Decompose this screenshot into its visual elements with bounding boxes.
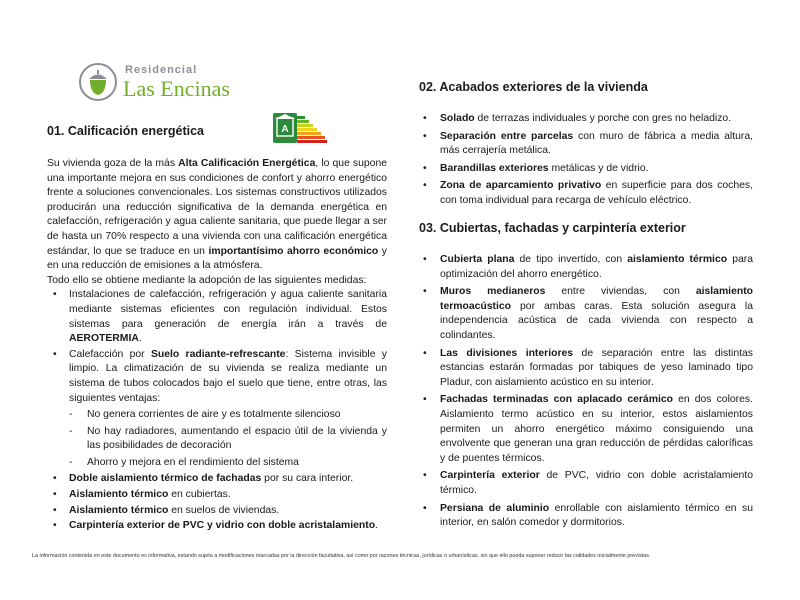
acorn-logo-icon xyxy=(78,62,118,102)
bold-text: Carpintería exterior de PVC y vidrio con doble acristalamiento xyxy=(69,520,376,532)
text-run: con muro de fábrica a media altura, más cerrajería metálica. xyxy=(440,130,753,157)
text-run: entre viviendas, con xyxy=(545,286,696,298)
bold-text: Separación entre parcelas xyxy=(440,130,574,142)
text-run: : Sistema invisible y limpio. La climatización de su vivienda se realiza mediante un sistema de tubos colocados bajo el suelo que tiene, entre otras, las siguientes ventajas: xyxy=(69,348,387,404)
bold-text: Cubierta plana xyxy=(440,254,515,265)
section-2-list-wrap xyxy=(419,112,753,212)
bold-text: importantísimo ahorro económico xyxy=(208,245,379,257)
bold-text: Alta Calificación Energética xyxy=(178,158,316,169)
bold-text: Aislamiento térmico xyxy=(69,489,169,501)
text-run: por su cara interior. xyxy=(261,473,354,485)
text-run: en superficie para dos coches, con toma individual para recarga de vehículo eléctrico. xyxy=(440,180,753,206)
roof-facade-item xyxy=(419,347,753,391)
intro-paragraph xyxy=(47,157,387,274)
advantage-item: - No hay radiadores, aumentando el espacio útil de la vivienda y las posibilidades de decoración xyxy=(69,425,387,454)
measure-item xyxy=(47,472,387,487)
text-run: Calefacción por xyxy=(69,348,151,360)
exterior-finish-item xyxy=(419,179,753,208)
text-run: Instalaciones de calefacción, refrigeración y agua caliente sanitaria mediante sistemas eficientes con regulación individual. Estos sistemas para generación de energía irán a través de xyxy=(69,289,387,330)
roofs-facades-list xyxy=(419,253,753,531)
section-1-title: 01. Calificación energética xyxy=(47,124,205,138)
advantage-item: - No genera corrientes de aire y es totalmente silencioso xyxy=(69,408,387,423)
roof-facade-item xyxy=(419,502,753,531)
text-run: metálicas y de vidrio. xyxy=(548,162,649,174)
bold-text: AEROTERMIA xyxy=(69,333,139,345)
text-run: en dos colores. Aislamiento termo acústico en su interior, estos aislamientos permiten un ahorro energético máximo consiguiendo una envolvente que generan una gran reducción de pérdidas caloríficas y de puentes térmicos. xyxy=(440,394,753,464)
text-run: de PVC, vidrio con doble acristalamiento térmico. xyxy=(440,470,753,496)
exterior-finishes-list xyxy=(419,112,753,209)
exterior-finish-item xyxy=(419,162,753,177)
roof-facade-item xyxy=(419,253,753,282)
text-run: y en una reducción de emisiones a la atmósfera. xyxy=(47,245,387,272)
roof-facade-item xyxy=(419,393,753,466)
exterior-finish-item xyxy=(419,112,753,127)
legal-disclaimer: La información contenida en este documento es informativa, estando sujeta a modificaciones marcadas por la dirección facultativa, así como por razones técnicas, jurídicas o urbanísticas, sin que ello pueda suponer reducir las calidades inicialmente previstas. xyxy=(32,553,651,559)
bold-text: Barandillas exteriores xyxy=(440,162,549,174)
bold-text: Zona de aparcamiento privativo xyxy=(440,180,602,192)
text-run: Su vivienda goza de la más xyxy=(47,158,179,169)
text-run: . xyxy=(138,333,142,345)
section-3-title: 03. Cubiertas, fachadas y carpintería exterior xyxy=(419,221,686,235)
measures-list xyxy=(47,288,387,534)
advantages-sublist xyxy=(69,408,387,470)
bold-text: Doble aislamiento térmico de fachadas xyxy=(69,473,262,485)
bold-text: Las divisiones interiores xyxy=(440,347,574,359)
text-run: de terrazas individuales y porche con gres no heladizo. xyxy=(474,113,732,124)
brand-logo xyxy=(78,62,230,102)
bold-text: Carpintería exterior xyxy=(440,470,540,482)
advantage-item: - Ahorro y mejora en el rendimiento del sistema xyxy=(69,456,387,471)
text-run: por ambas caras. Esta solución asegura la independencia acústica de cada vivienda con respecto a colindantes. xyxy=(440,300,753,341)
measure-item xyxy=(47,488,387,503)
measure-item xyxy=(47,288,387,346)
brand-name: Las Encinas xyxy=(123,76,230,101)
measure-item xyxy=(47,348,387,471)
energy-rating-chart-icon xyxy=(271,110,327,146)
roof-facade-item xyxy=(419,469,753,498)
text-run: para optimización del ahorro energético. xyxy=(440,254,753,280)
text-run: en cubiertas. xyxy=(168,489,231,501)
bold-text: Fachadas terminadas con aplacado cerámico xyxy=(440,394,673,406)
text-run: en suelos de viviendas. xyxy=(168,504,280,516)
section-3-list-wrap xyxy=(419,253,753,534)
text-run: de tipo invertido, con xyxy=(514,254,628,265)
exterior-finish-item xyxy=(419,130,753,159)
bold-text: aislamiento termoacústico xyxy=(440,286,753,312)
text-run: de separación entre las distintas estancias estarán formadas por tabiques de yeso laminado tipo Pladur, con aislamiento acústico en su interior. xyxy=(440,347,753,388)
bold-text: Solado xyxy=(440,113,475,124)
energy-intro xyxy=(47,157,387,535)
bold-text: aislamiento térmico xyxy=(627,254,728,265)
text-run: , lo que supone una importante mejora en sus condiciones de confort y ahorro energético frente a soluciones convencionales. Los sistemas constructivos utilizados producirán una reducción significativa de la demanda energética en calefacción, refrigeración y agua caliente sanitaria, que puede llegar a ser de hasta un 70% respecto a una vivienda con una calificación energética estándar, lo que se traduce en un xyxy=(47,158,388,257)
bold-text: Muros medianeros xyxy=(440,286,546,298)
text-run: enrollable con aislamiento térmico en su interior, en salón comedor y dormitorios. xyxy=(440,502,753,529)
bold-text: Persiana de aluminio xyxy=(440,502,550,514)
text-run: . xyxy=(375,520,378,532)
brand-subtitle: Residencial xyxy=(125,64,198,76)
bold-text: Aislamiento térmico xyxy=(69,504,169,516)
bold-text: Suelo radiante-refrescante xyxy=(150,348,286,360)
measure-item xyxy=(47,504,387,519)
section-2-title: 02. Acabados exteriores de la vivienda xyxy=(419,80,648,94)
roof-facade-item xyxy=(419,285,753,343)
measure-item xyxy=(47,519,387,534)
measures-lead: Todo ello se obtiene mediante la adopción de las siguientes medidas: xyxy=(47,274,367,286)
energy-rating-letter: A xyxy=(281,124,289,135)
